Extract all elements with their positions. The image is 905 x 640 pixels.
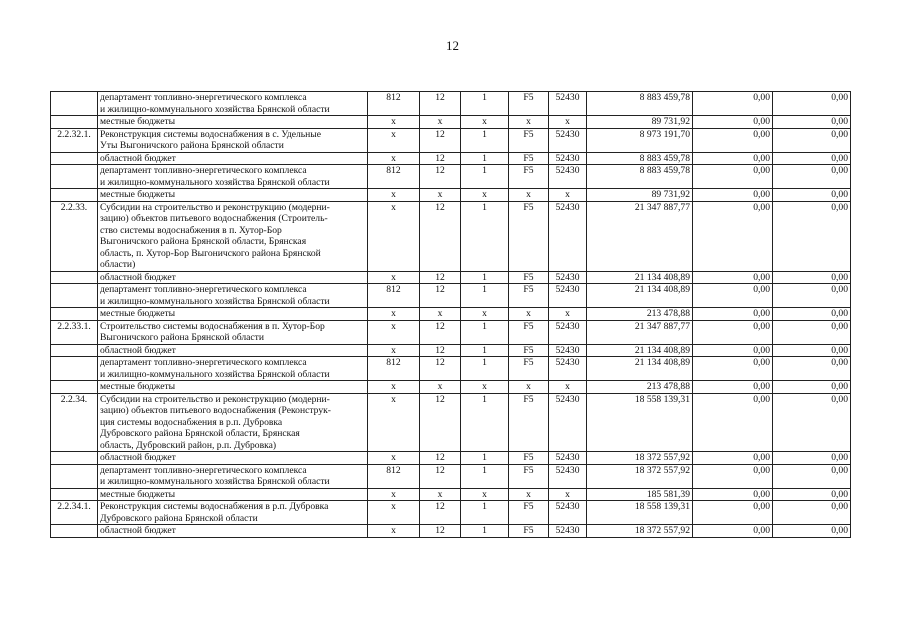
amount-1: 8 883 459,78 — [587, 152, 693, 165]
target-code-part1: F5 — [509, 320, 549, 344]
table-row — [51, 189, 851, 202]
amount-1: 21 347 887,77 — [587, 320, 693, 344]
amount-1: 89 731,92 — [587, 189, 693, 202]
amount-3: 0,00 — [773, 271, 851, 284]
amount-2: 0,00 — [693, 525, 773, 538]
target-code-part2: х — [549, 189, 587, 202]
amount-2: 0,00 — [693, 128, 773, 152]
table-body — [51, 92, 851, 538]
amount-2: 0,00 — [693, 501, 773, 525]
amount-2: 0,00 — [693, 201, 773, 271]
row-name: департамент топливно-энергетического комплекса и жилищно-коммунального хозяйства Брянской области — [98, 464, 368, 488]
grbs-code: х — [368, 201, 420, 271]
row-number: 2.2.32.1. — [51, 128, 98, 152]
grbs-code: х — [368, 393, 420, 452]
budget-table — [50, 91, 851, 538]
section-code: 12 — [420, 128, 461, 152]
grbs-code: х — [368, 116, 420, 129]
target-code-part1: F5 — [509, 201, 549, 271]
amount-2: 0,00 — [693, 116, 773, 129]
target-code-part2: 52430 — [549, 501, 587, 525]
grbs-code: х — [368, 344, 420, 357]
amount-3: 0,00 — [773, 201, 851, 271]
amount-3: 0,00 — [773, 128, 851, 152]
amount-2: 0,00 — [693, 464, 773, 488]
target-code-part2: 52430 — [549, 344, 587, 357]
target-code-part1: F5 — [509, 152, 549, 165]
subsection-code: х — [461, 308, 509, 321]
section-code: 12 — [420, 165, 461, 189]
target-code-part2: х — [549, 381, 587, 394]
target-code-part1: х — [509, 189, 549, 202]
row-number — [51, 189, 98, 202]
table-row — [51, 128, 851, 152]
subsection-code: 1 — [461, 525, 509, 538]
amount-1: 8 973 191,70 — [587, 128, 693, 152]
subsection-code: х — [461, 116, 509, 129]
subsection-code: 1 — [461, 152, 509, 165]
target-code-part2: 52430 — [549, 464, 587, 488]
section-code: х — [420, 308, 461, 321]
section-code: 12 — [420, 357, 461, 381]
amount-1: 8 883 459,78 — [587, 92, 693, 116]
amount-3: 0,00 — [773, 464, 851, 488]
target-code-part2: х — [549, 488, 587, 501]
subsection-code: 1 — [461, 464, 509, 488]
subsection-code: х — [461, 381, 509, 394]
row-name: департамент топливно-энергетического комплекса и жилищно-коммунального хозяйства Брянской области — [98, 165, 368, 189]
table-row — [51, 357, 851, 381]
grbs-code: х — [368, 501, 420, 525]
amount-3: 0,00 — [773, 320, 851, 344]
row-name: департамент топливно-энергетического комплекса и жилищно-коммунального хозяйства Брянской области — [98, 92, 368, 116]
row-name: местные бюджеты — [98, 189, 368, 202]
grbs-code: х — [368, 452, 420, 465]
amount-1: 21 134 408,89 — [587, 357, 693, 381]
target-code-part2: 52430 — [549, 393, 587, 452]
grbs-code: х — [368, 271, 420, 284]
amount-1: 89 731,92 — [587, 116, 693, 129]
amount-3: 0,00 — [773, 393, 851, 452]
table-row — [51, 165, 851, 189]
section-code: х — [420, 488, 461, 501]
amount-2: 0,00 — [693, 320, 773, 344]
target-code-part1: F5 — [509, 393, 549, 452]
target-code-part2: х — [549, 116, 587, 129]
grbs-code: х — [368, 152, 420, 165]
amount-2: 0,00 — [693, 308, 773, 321]
amount-3: 0,00 — [773, 381, 851, 394]
row-number: 2.2.33. — [51, 201, 98, 271]
target-code-part2: 52430 — [549, 357, 587, 381]
grbs-code: х — [368, 320, 420, 344]
amount-1: 21 134 408,89 — [587, 344, 693, 357]
row-name: департамент топливно-энергетического комплекса и жилищно-коммунального хозяйства Брянской области — [98, 284, 368, 308]
target-code-part1: F5 — [509, 452, 549, 465]
amount-1: 21 347 887,77 — [587, 201, 693, 271]
amount-2: 0,00 — [693, 344, 773, 357]
row-name: областной бюджет — [98, 525, 368, 538]
table-row — [51, 452, 851, 465]
amount-2: 0,00 — [693, 488, 773, 501]
target-code-part2: 52430 — [549, 452, 587, 465]
row-name: Реконструкция системы водоснабжения в р.п. Дубровка Дубровского района Брянской области — [98, 501, 368, 525]
amount-1: 213 478,88 — [587, 381, 693, 394]
target-code-part2: 52430 — [549, 165, 587, 189]
row-number — [51, 152, 98, 165]
amount-1: 18 372 557,92 — [587, 525, 693, 538]
subsection-code: 1 — [461, 452, 509, 465]
subsection-code: 1 — [461, 393, 509, 452]
amount-1: 18 558 139,31 — [587, 393, 693, 452]
subsection-code: х — [461, 488, 509, 501]
amount-2: 0,00 — [693, 189, 773, 202]
grbs-code: х — [368, 189, 420, 202]
table-row — [51, 501, 851, 525]
section-code: 12 — [420, 320, 461, 344]
subsection-code: 1 — [461, 128, 509, 152]
amount-2: 0,00 — [693, 381, 773, 394]
subsection-code: 1 — [461, 201, 509, 271]
row-number — [51, 488, 98, 501]
amount-3: 0,00 — [773, 189, 851, 202]
section-code: 12 — [420, 152, 461, 165]
row-name: Строительство системы водоснабжения в п. Хутор-Бор Выгоничского района Брянской области — [98, 320, 368, 344]
target-code-part1: F5 — [509, 525, 549, 538]
amount-1: 21 134 408,89 — [587, 284, 693, 308]
row-number — [51, 308, 98, 321]
row-number: 2.2.34. — [51, 393, 98, 452]
table-row — [51, 284, 851, 308]
subsection-code: 1 — [461, 284, 509, 308]
amount-3: 0,00 — [773, 452, 851, 465]
amount-2: 0,00 — [693, 393, 773, 452]
target-code-part1: х — [509, 381, 549, 394]
subsection-code: 1 — [461, 92, 509, 116]
grbs-code: х — [368, 488, 420, 501]
table-row — [51, 271, 851, 284]
row-number: 2.2.34.1. — [51, 501, 98, 525]
section-code: 12 — [420, 92, 461, 116]
table-row — [51, 201, 851, 271]
row-name: местные бюджеты — [98, 488, 368, 501]
row-name: Субсидии на строительство и реконструкцию (модерни- зацию) объектов питьевого водоснабжения (Реконструк- ция системы водоснабжения в р.п. Дубровка Дубровского района Брянской области, Брянская область, Дубровский район, р.п. Дубровка) — [98, 393, 368, 452]
target-code-part1: х — [509, 308, 549, 321]
row-number — [51, 271, 98, 284]
grbs-code: 812 — [368, 92, 420, 116]
target-code-part1: х — [509, 116, 549, 129]
table-row — [51, 381, 851, 394]
target-code-part1: х — [509, 488, 549, 501]
grbs-code: 812 — [368, 464, 420, 488]
amount-2: 0,00 — [693, 271, 773, 284]
table-row — [51, 116, 851, 129]
amount-2: 0,00 — [693, 165, 773, 189]
amount-2: 0,00 — [693, 92, 773, 116]
target-code-part1: F5 — [509, 501, 549, 525]
row-number — [51, 284, 98, 308]
target-code-part2: 52430 — [549, 92, 587, 116]
section-code: 12 — [420, 344, 461, 357]
subsection-code: х — [461, 189, 509, 202]
subsection-code: 1 — [461, 271, 509, 284]
subsection-code: 1 — [461, 501, 509, 525]
subsection-code: 1 — [461, 344, 509, 357]
row-number — [51, 525, 98, 538]
target-code-part1: F5 — [509, 165, 549, 189]
table-row — [51, 393, 851, 452]
row-number — [51, 357, 98, 381]
section-code: 12 — [420, 464, 461, 488]
section-code: 12 — [420, 501, 461, 525]
target-code-part1: F5 — [509, 357, 549, 381]
row-name: Субсидии на строительство и реконструкцию (модерни- зацию) объектов питьевого водоснабжения (Строитель- ство системы водоснабжения в п. Хутор-Бор Выгоничского района Брянской области, Брянская область, п. Хутор-Бор Выгоничского района Брянской области) — [98, 201, 368, 271]
row-name: областной бюджет — [98, 452, 368, 465]
amount-3: 0,00 — [773, 357, 851, 381]
grbs-code: х — [368, 381, 420, 394]
section-code: 12 — [420, 525, 461, 538]
target-code-part2: 52430 — [549, 128, 587, 152]
row-number — [51, 381, 98, 394]
table-row — [51, 488, 851, 501]
row-number — [51, 165, 98, 189]
amount-3: 0,00 — [773, 284, 851, 308]
row-number — [51, 452, 98, 465]
subsection-code: 1 — [461, 320, 509, 344]
amount-3: 0,00 — [773, 488, 851, 501]
table-row — [51, 525, 851, 538]
table-row — [51, 464, 851, 488]
amount-1: 18 372 557,92 — [587, 452, 693, 465]
row-name: местные бюджеты — [98, 381, 368, 394]
amount-1: 18 372 557,92 — [587, 464, 693, 488]
section-code: х — [420, 381, 461, 394]
amount-2: 0,00 — [693, 284, 773, 308]
grbs-code: х — [368, 128, 420, 152]
row-number — [51, 116, 98, 129]
target-code-part1: F5 — [509, 344, 549, 357]
amount-3: 0,00 — [773, 344, 851, 357]
amount-1: 213 478,88 — [587, 308, 693, 321]
amount-1: 21 134 408,89 — [587, 271, 693, 284]
row-number — [51, 464, 98, 488]
table-row — [51, 344, 851, 357]
amount-1: 185 581,39 — [587, 488, 693, 501]
row-name: областной бюджет — [98, 271, 368, 284]
section-code: х — [420, 116, 461, 129]
target-code-part2: х — [549, 308, 587, 321]
subsection-code: 1 — [461, 165, 509, 189]
amount-1: 18 558 139,31 — [587, 501, 693, 525]
target-code-part2: 52430 — [549, 525, 587, 538]
table-row — [51, 308, 851, 321]
target-code-part1: F5 — [509, 92, 549, 116]
amount-3: 0,00 — [773, 116, 851, 129]
amount-2: 0,00 — [693, 357, 773, 381]
row-name: Реконструкция системы водоснабжения в с. Удельные Уты Выгоничского района Брянской области — [98, 128, 368, 152]
amount-3: 0,00 — [773, 308, 851, 321]
target-code-part1: F5 — [509, 271, 549, 284]
target-code-part1: F5 — [509, 464, 549, 488]
target-code-part2: 52430 — [549, 152, 587, 165]
amount-2: 0,00 — [693, 152, 773, 165]
row-name: местные бюджеты — [98, 116, 368, 129]
amount-3: 0,00 — [773, 165, 851, 189]
subsection-code: 1 — [461, 357, 509, 381]
target-code-part2: 52430 — [549, 320, 587, 344]
row-name: департамент топливно-энергетического комплекса и жилищно-коммунального хозяйства Брянской области — [98, 357, 368, 381]
grbs-code: х — [368, 525, 420, 538]
section-code: 12 — [420, 284, 461, 308]
row-name: областной бюджет — [98, 152, 368, 165]
table-row — [51, 152, 851, 165]
grbs-code: х — [368, 308, 420, 321]
section-code: 12 — [420, 393, 461, 452]
amount-3: 0,00 — [773, 501, 851, 525]
grbs-code: 812 — [368, 357, 420, 381]
target-code-part2: 52430 — [549, 271, 587, 284]
amount-2: 0,00 — [693, 452, 773, 465]
table-row — [51, 320, 851, 344]
amount-1: 8 883 459,78 — [587, 165, 693, 189]
section-code: х — [420, 189, 461, 202]
grbs-code: 812 — [368, 284, 420, 308]
grbs-code: 812 — [368, 165, 420, 189]
row-number: 2.2.33.1. — [51, 320, 98, 344]
row-name: местные бюджеты — [98, 308, 368, 321]
row-number — [51, 92, 98, 116]
page-number: 12 — [446, 38, 459, 53]
row-number — [51, 344, 98, 357]
section-code: 12 — [420, 201, 461, 271]
section-code: 12 — [420, 452, 461, 465]
table-row — [51, 92, 851, 116]
section-code: 12 — [420, 271, 461, 284]
target-code-part1: F5 — [509, 128, 549, 152]
amount-3: 0,00 — [773, 92, 851, 116]
row-name: областной бюджет — [98, 344, 368, 357]
target-code-part2: 52430 — [549, 284, 587, 308]
amount-3: 0,00 — [773, 152, 851, 165]
target-code-part2: 52430 — [549, 201, 587, 271]
amount-3: 0,00 — [773, 525, 851, 538]
target-code-part1: F5 — [509, 284, 549, 308]
